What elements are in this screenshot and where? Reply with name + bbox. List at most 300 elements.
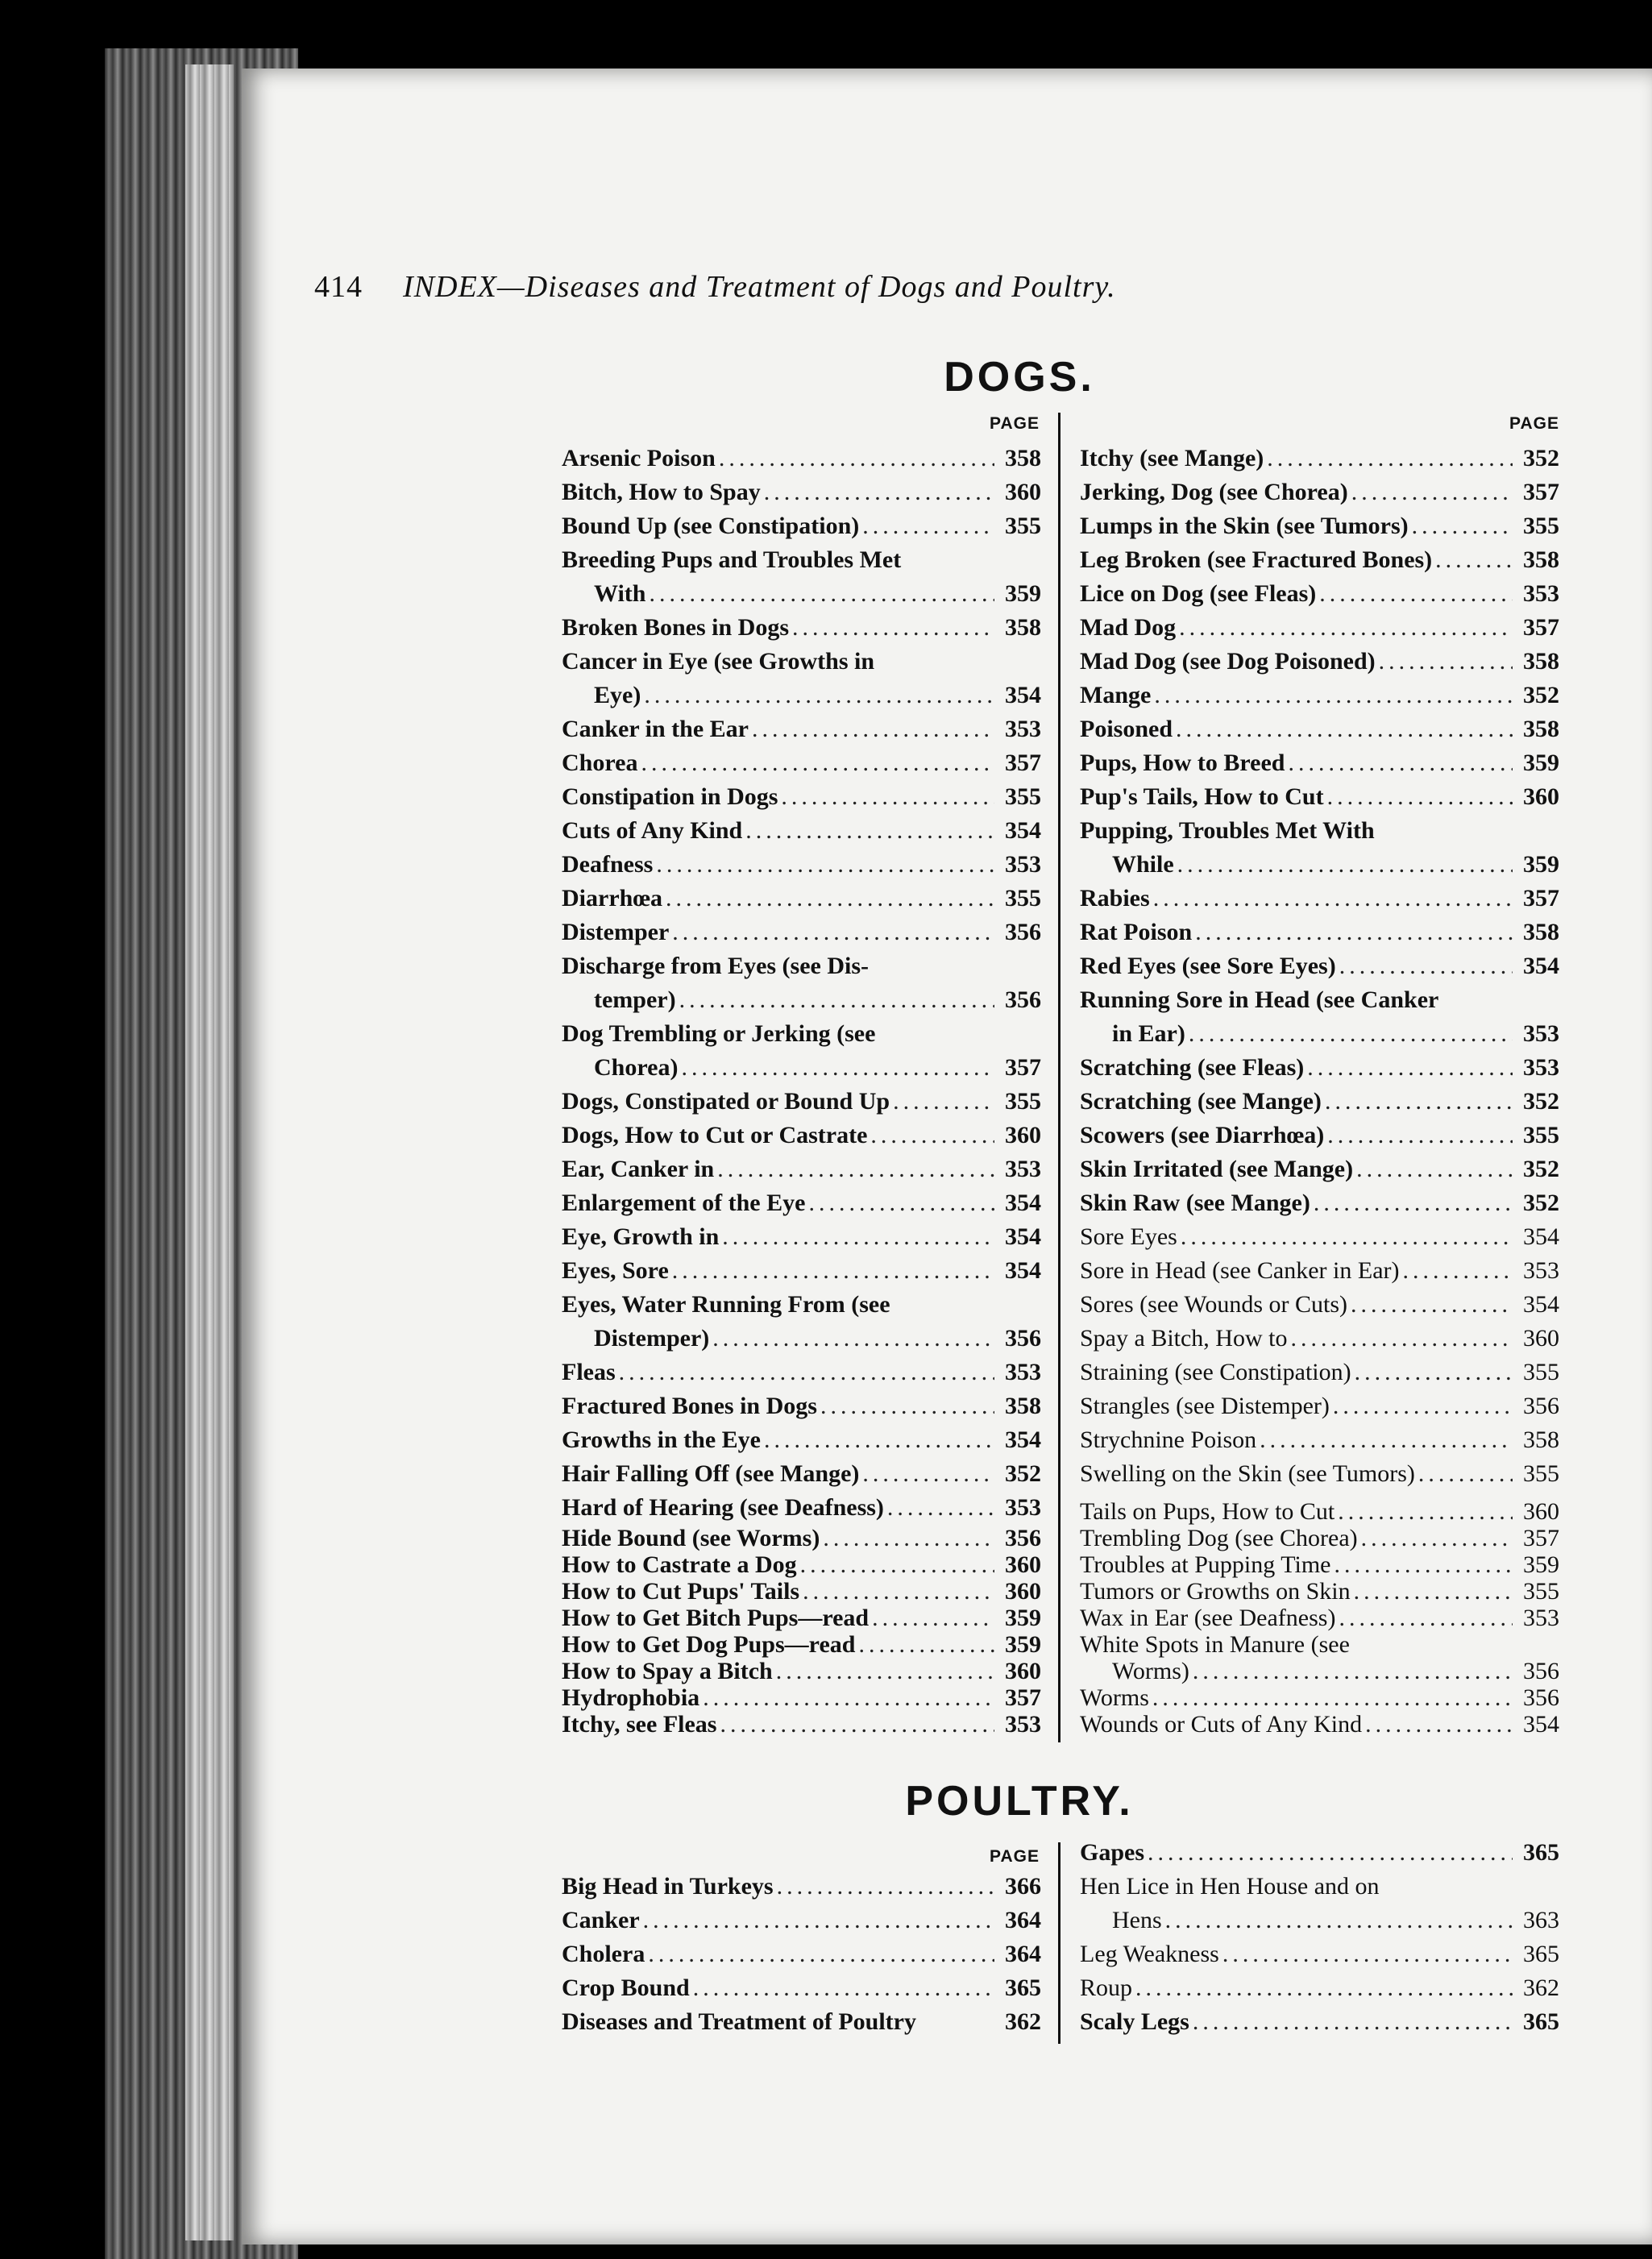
index-entry-page: 354 [1005,1257,1041,1284]
leader-dots [1403,1254,1513,1288]
index-entry-page: 358 [1005,1393,1041,1419]
index-entry-label: Ear, Canker in [562,1156,715,1182]
index-entry-label: Running Sore in Head (see Canker [1080,986,1439,1013]
index-entry [562,1684,1041,1711]
index-entry [562,712,1041,746]
index-entry-page: 354 [1005,1426,1041,1453]
index-entry-page: 352 [1523,1190,1559,1216]
index-entry-label: Big Head in Turkeys [562,1873,774,1900]
index-entry-label: Pup's Tails, How to Cut [1080,783,1324,810]
index-entry [1080,1254,1559,1288]
leader-dots [745,814,994,848]
leader-dots [1288,746,1513,780]
index-entry-label: Tails on Pups, How to Cut [1080,1498,1335,1525]
leader-dots [1351,475,1513,509]
index-entry-label: Rat Poison [1080,919,1193,945]
index-entry-page: 354 [1523,953,1559,979]
index-entry-label: How to Cut Pups' Tails [562,1578,800,1605]
leader-dots [1435,543,1513,577]
leader-dots [1327,1119,1513,1152]
index-entry [1080,1356,1559,1389]
leader-dots [862,1457,994,1491]
index-entry [562,949,1041,983]
index-entry [562,543,1041,577]
index-entry-label: Scowers (see Diarrhœa) [1080,1122,1325,1148]
index-entry-page: 362 [1005,2008,1041,2035]
index-entry-label: Chorea [562,750,638,776]
index-entry [562,780,1041,814]
index-entry [562,1578,1041,1605]
index-entry [562,1491,1041,1525]
index-entry [562,509,1041,543]
index-entry [1080,1186,1559,1220]
index-entry [562,442,1041,475]
leader-dots [1339,949,1513,983]
index-entry [562,1254,1041,1288]
index-entry-page: 353 [1005,1156,1041,1182]
index-entry-page: 352 [1523,1088,1559,1115]
index-entry-label: Straining (see Constipation) [1080,1359,1351,1385]
index-entry [562,1220,1041,1254]
index-entry [562,848,1041,882]
index-entry-page: 357 [1005,1684,1041,1711]
index-entry [1080,645,1559,679]
index-entry-label: Deafness [562,851,654,878]
index-entry-page: 358 [1523,716,1559,742]
index-entry [1080,1525,1559,1551]
leader-dots [1379,645,1513,679]
index-entry [1080,814,1559,848]
leader-dots [1314,1186,1513,1220]
index-entry-page: 354 [1523,1711,1559,1738]
index-entry-page: 358 [1523,1426,1559,1453]
leader-dots [1365,1711,1513,1738]
leader-dots [1189,1017,1513,1051]
leader-dots [1339,1605,1513,1631]
index-entry-label: Jerking, Dog (see Chorea) [1080,479,1348,505]
index-entry-label: Leg Weakness [1080,1941,1219,1967]
index-entry-page: 352 [1523,682,1559,708]
index-entry [562,645,1041,679]
index-entry [1080,1658,1559,1684]
leader-dots [1193,1658,1513,1684]
index-entry-page: 354 [1523,1291,1559,1318]
index-entry-label: Wax in Ear (see Deafness) [1080,1605,1336,1631]
index-entry-page: 355 [1523,1578,1559,1605]
poultry-column-divider [1058,1842,1061,2044]
index-entry-page: 354 [1005,682,1041,708]
leader-dots [1179,611,1513,645]
leader-dots [1307,1051,1513,1085]
leader-dots [808,1186,994,1220]
index-entry-page: 357 [1523,1525,1559,1551]
leader-dots [679,983,994,1017]
index-entry [1080,1322,1559,1356]
leader-dots [1177,848,1513,882]
index-entry [1080,1119,1559,1152]
index-entry-page: 354 [1523,1223,1559,1250]
leader-dots [1338,1498,1513,1525]
index-entry-page: 353 [1005,1494,1041,1521]
leader-dots [1327,780,1513,814]
index-entry [1080,1220,1559,1254]
index-entry-label: Constipation in Dogs [562,783,778,810]
index-entry-label: Cholera [562,1941,645,1967]
index-entry-page: 356 [1523,1393,1559,1419]
poultry-left-column [562,1870,1041,2039]
index-entry-label: Worms) [1112,1658,1189,1684]
index-entry [562,1423,1041,1457]
index-entry-label: Rabies [1080,885,1150,911]
index-entry-page: 355 [1005,783,1041,810]
index-entry-label: Fleas [562,1359,616,1385]
index-entry-page: 356 [1005,986,1041,1013]
index-entry [1080,442,1559,475]
index-entry [562,1551,1041,1578]
index-entry [1080,577,1559,611]
leader-dots [712,1322,994,1356]
leader-dots [777,1870,994,1904]
index-entry-label: Eye) [594,682,641,708]
index-entry-label: Canker [562,1907,640,1933]
index-entry-label: How to Get Dog Pups—read [562,1631,856,1658]
index-entry-page: 355 [1523,1359,1559,1385]
index-entry-label: Mange [1080,682,1152,708]
index-entry [1080,780,1559,814]
running-title: INDEX—Diseases and Treatment of Dogs and Poultry. [403,270,1116,304]
index-entry-page: 363 [1523,1907,1559,1933]
index-entry-label: Diarrhœa [562,885,662,911]
leader-dots [644,679,994,712]
index-entry-label: Bound Up (see Constipation) [562,513,860,539]
leader-dots [1355,1356,1513,1389]
index-entry-label: Dog Trembling or Jerking (see [562,1020,876,1047]
index-entry [1080,1051,1559,1085]
index-entry-label: Fractured Bones in Dogs [562,1393,817,1419]
leader-dots [619,1356,994,1389]
index-entry [562,1870,1041,1904]
index-entry-page: 356 [1523,1684,1559,1711]
index-entry [1080,1605,1559,1631]
index-entry-label: Distemper) [594,1325,710,1352]
index-entry-label: Lumps in the Skin (see Tumors) [1080,513,1409,539]
leader-dots [648,1937,994,1971]
index-entry [562,916,1041,949]
leader-dots [1354,1578,1513,1605]
leader-dots [752,712,994,746]
index-entry [1080,1152,1559,1186]
leader-dots [1319,577,1513,611]
leader-dots [776,1658,994,1684]
index-entry-page: 356 [1523,1658,1559,1684]
leader-dots [1195,916,1513,949]
index-entry-page: 354 [1005,1190,1041,1216]
dogs-section-title: DOGS. [944,354,1095,401]
index-entry-page: 360 [1005,479,1041,505]
leader-dots [672,916,994,949]
dogs-left-column-compact [562,1525,1041,1738]
index-entry [562,1356,1041,1389]
leader-dots [649,577,994,611]
leader-dots [703,1684,994,1711]
index-entry [1080,1711,1559,1738]
index-entry-label: Dogs, How to Cut or Castrate [562,1122,868,1148]
index-entry-page: 359 [1523,750,1559,776]
index-entry-page: 360 [1523,783,1559,810]
index-entry-label: Pupping, Troubles Met With [1080,817,1375,844]
index-entry [562,1186,1041,1220]
index-entry [1080,916,1559,949]
index-entry [1080,1631,1559,1658]
leader-dots [1418,1457,1513,1491]
index-entry-page: 366 [1005,1873,1041,1900]
leader-dots [820,1389,994,1423]
leader-dots [1154,679,1513,712]
leader-dots [1222,1937,1513,1971]
leader-dots [1165,1904,1513,1937]
index-entry-page: 359 [1523,851,1559,878]
index-entry-label: Trembling Dog (see Chorea) [1080,1525,1358,1551]
leader-dots [1148,1836,1513,1870]
index-entry-label: Skin Raw (see Mange) [1080,1190,1310,1216]
index-entry-label: Sore in Head (see Canker in Ear) [1080,1257,1400,1284]
leader-dots [720,1711,994,1738]
index-entry-page: 362 [1523,1975,1559,2001]
index-entry-label: Scratching (see Fleas) [1080,1054,1305,1081]
leader-dots [1193,2005,1513,2039]
index-entry [562,746,1041,780]
index-entry [562,1937,1041,1971]
index-entry-page: 353 [1523,1020,1559,1047]
index-entry-label: Eyes, Sore [562,1257,669,1284]
leader-dots [1356,1152,1513,1186]
leader-dots [1267,442,1513,475]
leader-dots [800,1551,994,1578]
index-entry [1080,1423,1559,1457]
index-entry-page: 357 [1523,479,1559,505]
index-entry [1080,1389,1559,1423]
index-entry [562,1525,1041,1551]
leader-dots [1325,1085,1513,1119]
index-entry [1080,1551,1559,1578]
index-entry-page: 360 [1523,1498,1559,1525]
index-entry-page: 360 [1005,1122,1041,1148]
index-entry-page: 357 [1523,885,1559,911]
index-entry-label: Hair Falling Off (see Mange) [562,1460,860,1487]
index-entry-page: 353 [1005,851,1041,878]
leader-dots [681,1051,994,1085]
index-entry-label: Growths in the Eye [562,1426,761,1453]
leader-dots [1176,712,1513,746]
index-entry-label: Distemper [562,919,670,945]
index-entry [1080,712,1559,746]
index-entry-page: 358 [1005,614,1041,641]
index-entry [1080,1971,1559,2005]
index-entry [1080,1457,1559,1491]
index-entry-page: 359 [1005,1631,1041,1658]
dogs-page-label-right: PAGE [1509,414,1559,433]
index-entry [1080,543,1559,577]
leader-dots [781,780,994,814]
leader-dots [858,1631,994,1658]
leader-dots [719,442,994,475]
dogs-column-divider [1058,413,1061,1742]
index-entry-label: Hen Lice in Hen House and on [1080,1873,1380,1900]
index-entry-label: Itchy (see Mange) [1080,445,1264,471]
index-entry-label: Mad Dog [1080,614,1177,641]
index-entry-label: Chorea) [594,1054,679,1081]
index-entry-page: 355 [1005,513,1041,539]
index-entry-page: 358 [1005,445,1041,471]
index-entry-label: With [594,580,646,607]
index-entry [562,1389,1041,1423]
index-entry [1080,746,1559,780]
leader-dots [887,1491,994,1525]
dogs-page-label-left: PAGE [990,414,1040,433]
index-entry [1080,848,1559,882]
index-entry-label: Strychnine Poison [1080,1426,1257,1453]
index-entry-page: 360 [1005,1658,1041,1684]
index-entry-page: 355 [1523,1122,1559,1148]
index-entry [1080,1904,1559,1937]
index-entry [562,814,1041,848]
page-number: 414 [314,270,363,304]
index-entry-page: 357 [1523,614,1559,641]
index-entry [562,1322,1041,1356]
index-entry [562,679,1041,712]
index-entry-label: Bitch, How to Spay [562,479,761,505]
index-entry-page: 357 [1005,1054,1041,1081]
index-entry-label: Lice on Dog (see Fleas) [1080,580,1317,607]
index-entry-page: 355 [1005,885,1041,911]
leader-dots [693,1971,994,2005]
index-entry-label: Worms [1080,1684,1149,1711]
index-entry-label: Mad Dog (see Dog Poisoned) [1080,648,1376,675]
index-entry-page: 353 [1005,716,1041,742]
index-entry [1080,1937,1559,1971]
index-entry-label: Sore Eyes [1080,1223,1177,1250]
index-entry-label: temper) [594,986,676,1013]
index-entry-label: in Ear) [1112,1020,1185,1047]
index-entry [562,611,1041,645]
dogs-right-column-compact [1080,1498,1559,1738]
index-entry-page: 354 [1005,817,1041,844]
index-entry [562,1631,1041,1658]
index-entry-label: Cancer in Eye (see Growths in [562,648,875,675]
index-entry-label: Leg Broken (see Fractured Bones) [1080,546,1433,573]
poultry-page-label: PAGE [990,1847,1040,1866]
index-entry [1080,1017,1559,1051]
leader-dots [872,1605,994,1631]
index-entry-page: 365 [1523,2008,1559,2035]
index-entry-label: Sores (see Wounds or Cuts) [1080,1291,1348,1318]
index-entry-page: 355 [1523,1460,1559,1487]
index-entry-label: Itchy, see Fleas [562,1711,717,1738]
index-entry [1080,611,1559,645]
index-entry-label: Swelling on the Skin (see Tumors) [1080,1460,1415,1487]
index-entry [1080,475,1559,509]
running-header [314,269,1499,318]
index-entry-label: Eye, Growth in [562,1223,720,1250]
leader-dots [722,1220,994,1254]
leader-dots [666,882,994,916]
index-entry [1080,1498,1559,1525]
index-entry-label: How to Spay a Bitch [562,1658,773,1684]
index-entry-page: 358 [1523,648,1559,675]
index-entry-label: Arsenic Poison [562,445,716,471]
index-entry [562,1904,1041,1937]
index-entry [1080,1085,1559,1119]
index-entry-page: 355 [1523,513,1559,539]
index-entry-label: Red Eyes (see Sore Eyes) [1080,953,1336,979]
leader-dots [1351,1288,1513,1322]
index-entry-page: 365 [1005,1975,1041,2001]
index-entry [562,1288,1041,1322]
leader-dots [823,1525,994,1551]
index-entry-page: 358 [1523,546,1559,573]
index-entry [562,1605,1041,1631]
index-entry [562,983,1041,1017]
index-entry-page: 359 [1005,1605,1041,1631]
index-entry [1080,949,1559,983]
index-entry-label: Broken Bones in Dogs [562,614,790,641]
leader-dots [1181,1220,1513,1254]
leader-dots [803,1578,994,1605]
index-entry-label: Breeding Pups and Troubles Met [562,546,902,573]
index-entry [562,882,1041,916]
index-entry-label: While [1112,851,1174,878]
leader-dots [792,611,994,645]
index-entry [1080,1684,1559,1711]
index-entry [1080,1870,1559,1904]
index-entry-label: How to Castrate a Dog [562,1551,797,1578]
dogs-left-column [562,442,1041,1525]
index-entry-page: 365 [1523,1839,1559,1866]
index-entry-label: Spay a Bitch, How to [1080,1325,1288,1352]
index-entry [1080,882,1559,916]
index-entry-page: 353 [1005,1711,1041,1738]
leader-dots [870,1119,994,1152]
index-entry [1080,1578,1559,1605]
index-entry-label: Scaly Legs [1080,2008,1189,2035]
index-entry-page: 364 [1005,1907,1041,1933]
index-entry-label: Canker in the Ear [562,716,749,742]
index-entry-label: Tumors or Growths on Skin [1080,1578,1351,1605]
leader-dots [1361,1525,1513,1551]
index-entry-label: Hydrophobia [562,1684,700,1711]
index-entry [562,1051,1041,1085]
index-entry-page: 353 [1523,1257,1559,1284]
leader-dots [641,746,994,780]
leader-dots [643,1904,994,1937]
index-entry-label: How to Get Bitch Pups—read [562,1605,870,1631]
poultry-right-column [1080,1836,1559,2039]
index-entry-page: 352 [1523,1156,1559,1182]
index-entry-page: 359 [1523,1551,1559,1578]
leader-dots [717,1152,994,1186]
index-entry-label: Gapes [1080,1839,1145,1866]
index-entry-label: Troubles at Pupping Time [1080,1551,1331,1578]
index-entry [562,475,1041,509]
index-entry-page: 353 [1523,580,1559,607]
leader-dots [672,1254,994,1288]
leader-dots [1152,1684,1513,1711]
index-entry [562,1658,1041,1684]
index-entry-label: Enlargement of the Eye [562,1190,806,1216]
leader-dots [862,509,994,543]
index-entry-label: Hens [1112,1907,1162,1933]
leader-dots [1290,1322,1513,1356]
